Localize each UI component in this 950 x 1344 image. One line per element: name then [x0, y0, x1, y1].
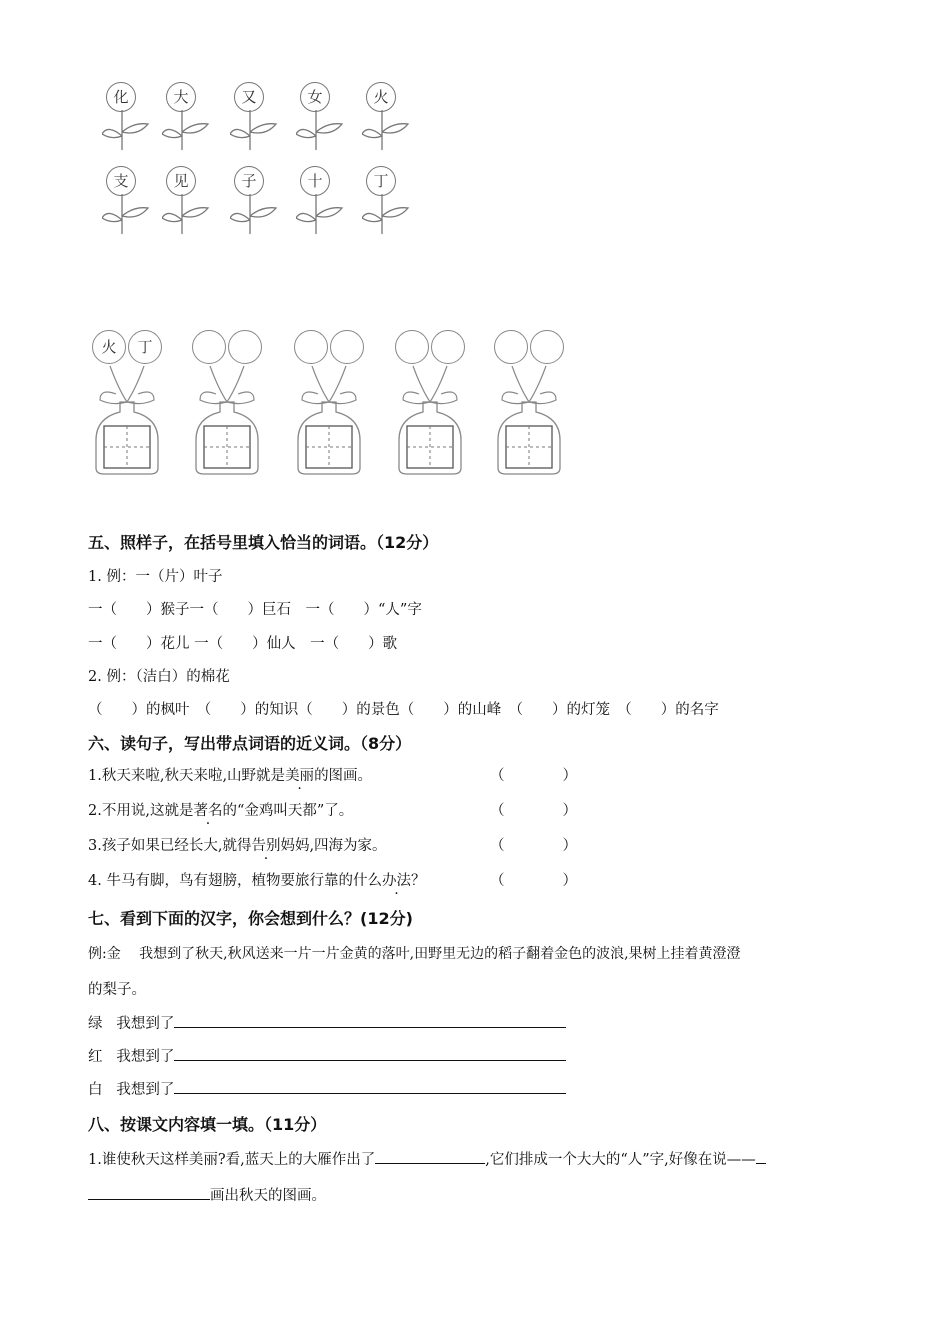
- vase-bubble-right: 丁: [128, 330, 162, 364]
- s8-question-1: [88, 1148, 766, 1169]
- s8-text: ,它们排成一个大大的“人”字,好像在说——: [485, 1152, 756, 1168]
- vase-blank: [292, 330, 367, 475]
- vase-icon: [190, 358, 265, 476]
- flower-char: 化: [106, 82, 136, 112]
- flower-char: 见: [166, 166, 196, 196]
- flower-card: [296, 164, 340, 242]
- vase-blank: [492, 330, 567, 475]
- flower-char: 大: [166, 82, 196, 112]
- s6-answer-3[interactable]: （ ）: [490, 838, 577, 854]
- flower-card: [162, 80, 206, 158]
- answer-line[interactable]: [88, 1185, 210, 1200]
- s7-char: 红: [88, 1049, 103, 1065]
- stem-leaves-icon: [162, 194, 212, 234]
- dotted-word: 美丽: [285, 768, 315, 784]
- stem-leaves-icon: [162, 110, 212, 150]
- s7-example-line-2: 的梨子。: [88, 982, 146, 998]
- flower-card: [230, 164, 274, 242]
- stem-leaves-icon: [230, 110, 280, 150]
- flower-char: 支: [106, 166, 136, 196]
- vase-blank: [393, 330, 468, 475]
- vase-bubble-left: 火: [92, 330, 126, 364]
- s7-prompt: 我想到了: [116, 1082, 175, 1098]
- answer-line[interactable]: [756, 1149, 766, 1164]
- s7-prompt: 我想到了: [116, 1016, 175, 1032]
- answer-line[interactable]: [174, 1079, 566, 1094]
- s6-item-text: 2.不用说,这就是: [88, 803, 194, 819]
- section-7-title: 七、看到下面的汉字，你会想到什么？(12分): [88, 909, 413, 928]
- s6-item-4: [88, 869, 425, 890]
- s5-example-1: 1. 例：一（片）叶子: [88, 569, 223, 585]
- s5-line-3: （ ）的枫叶 （ ）的知识（ ）的景色（ ）的山峰 （ ）的灯笼 （ ）的名字: [88, 702, 719, 718]
- flower-card: [296, 80, 340, 158]
- flower-char: 女: [300, 82, 330, 112]
- s5-line-2: 一（ ）花儿 一（ ）仙人 一（ ）歌: [88, 636, 398, 652]
- s7-char: 白: [88, 1082, 103, 1098]
- dotted-word: 办法: [381, 873, 411, 889]
- dotted-word: 著名: [193, 803, 223, 819]
- answer-line[interactable]: [375, 1149, 485, 1164]
- s6-answer-4[interactable]: （ ）: [490, 873, 577, 889]
- flower-card: [162, 164, 206, 242]
- stem-leaves-icon: [296, 194, 346, 234]
- s5-line-1: 一（ ）猴子一（ ）巨石 一（ ）“人”字: [88, 602, 422, 618]
- flower-row-2: [96, 164, 436, 244]
- stem-leaves-icon: [102, 110, 152, 150]
- stem-leaves-icon: [362, 194, 412, 234]
- stem-leaves-icon: [296, 110, 346, 150]
- flower-card: [102, 80, 146, 158]
- s6-item-text: 3.孩子如果已经长大,就得: [88, 838, 252, 854]
- flower-char: 子: [234, 166, 264, 196]
- flower-card: [362, 80, 406, 158]
- vase-icon: [292, 358, 367, 476]
- s7-row-red: [88, 1045, 566, 1066]
- s6-item-1: [88, 764, 372, 785]
- s6-answer-1[interactable]: （ ）: [490, 768, 577, 784]
- s7-char: 绿: [88, 1016, 103, 1032]
- s7-row-green: [88, 1012, 566, 1033]
- s6-item-2: [88, 799, 353, 820]
- s6-item-text: 4. 牛马有脚，鸟有翅膀，植物要旅行靠的什么: [88, 873, 382, 889]
- flower-card: [102, 164, 146, 242]
- vase-icon: [492, 358, 567, 476]
- vase-blank: [190, 330, 265, 475]
- vase-example: [90, 330, 165, 475]
- section-8-title: 八、按课文内容填一填。（11分）: [88, 1115, 327, 1134]
- flower-char: 火: [366, 82, 396, 112]
- flower-card: [230, 80, 274, 158]
- s6-item-text: 妈妈,四海为家。: [280, 838, 387, 854]
- vase-icon: [90, 358, 165, 476]
- s5-example-2: 2. 例：（洁白）的棉花: [88, 669, 230, 685]
- stem-leaves-icon: [230, 194, 280, 234]
- flower-row-1: [96, 80, 436, 160]
- flower-char: 又: [234, 82, 264, 112]
- flower-char: 丁: [366, 166, 396, 196]
- s7-prompt: 我想到了: [116, 1049, 175, 1065]
- vase-icon: [393, 358, 468, 476]
- s7-example-line-1: 例:金 我想到了秋天,秋风送来一片一片金黄的落叶,田野里无边的稻子翻着金色的波浪,果树上挂着黄澄澄: [88, 946, 741, 962]
- answer-line[interactable]: [174, 1013, 566, 1028]
- s6-item-text: 的图画。: [314, 768, 373, 784]
- s8-text: 画出秋天的图画。: [210, 1188, 326, 1204]
- section-6-title: 六、读句子，写出带点词语的近义词。（8分）: [88, 734, 412, 753]
- stem-leaves-icon: [362, 110, 412, 150]
- flower-char: 十: [300, 166, 330, 196]
- s6-item-text: 的“金鸡叫天都”了。: [222, 803, 354, 819]
- s8-text: 1.谁使秋天这样美丽?看,蓝天上的大雁作出了: [88, 1152, 376, 1168]
- flower-card: [362, 164, 406, 242]
- stem-leaves-icon: [102, 194, 152, 234]
- s6-item-text: 1.秋天来啦,秋天来啦,山野就是: [88, 768, 286, 784]
- s6-item-3: [88, 834, 387, 855]
- s6-item-text: ？: [410, 873, 426, 889]
- section-5-title: 五、照样子，在括号里填入恰当的词语。（12分）: [88, 533, 439, 552]
- s8-question-1-cont: [88, 1184, 326, 1205]
- dotted-word: 告别: [251, 838, 281, 854]
- s6-answer-2[interactable]: （ ）: [490, 803, 577, 819]
- answer-line[interactable]: [174, 1046, 566, 1061]
- s7-row-white: [88, 1078, 566, 1099]
